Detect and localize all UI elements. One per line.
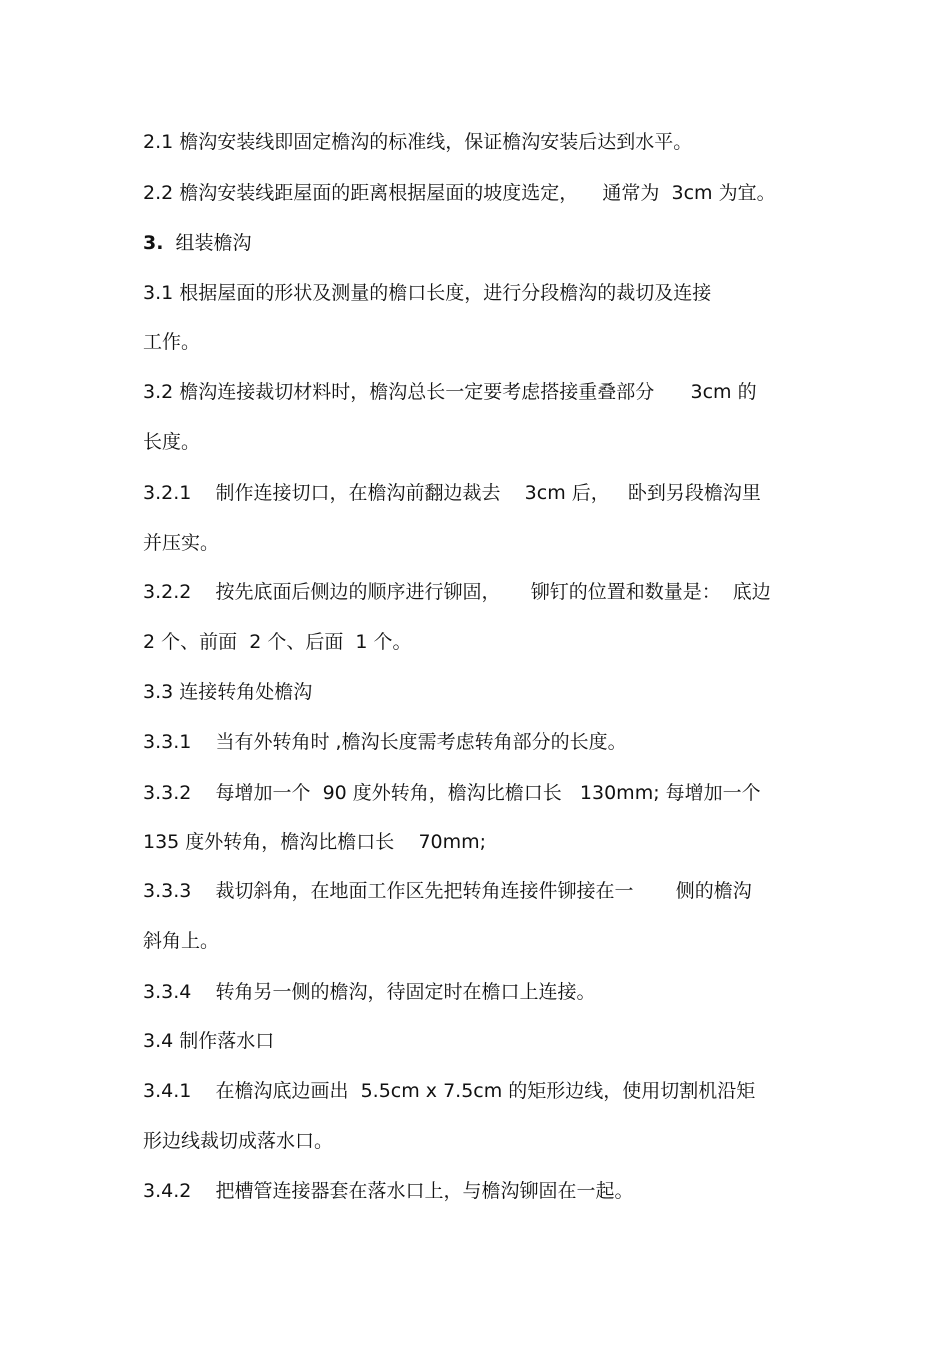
paragraph-3-1: 3.1 根据屋面的形状及测量的檐口长度，进行分段檐沟的裁切及连接 — [143, 282, 712, 304]
paragraph-3-2-cont: 长度。 — [143, 431, 201, 453]
paragraph-3-3-1: 3.3.1 当有外转角时 ,檐沟长度需考虑转角部分的长度。 — [143, 731, 627, 753]
paragraph-3-3-2-cont: 135 度外转角，檐沟比檐口长 70mm; — [143, 831, 487, 853]
paragraph-3-3-3: 3.3.3 裁切斜角，在地面工作区先把转角连接件铆接在一 侧的檐沟 — [143, 880, 752, 902]
section-number: 3. — [143, 232, 164, 254]
paragraph-3-1-cont: 工作。 — [143, 331, 201, 353]
paragraph-3-2: 3.2 檐沟连接裁切材料时，檐沟总长一定要考虑搭接重叠部分 3cm 的 — [143, 381, 757, 403]
paragraph-3-2-1-cont: 并压实。 — [143, 532, 220, 554]
paragraph-3-3-2: 3.3.2 每增加一个 90 度外转角，檐沟比檐口长 130mm; 每增加一个 — [143, 782, 761, 804]
paragraph-3-2-2-cont: 2 个、前面 2 个、后面 1 个。 — [143, 631, 412, 653]
paragraph-3-2-2: 3.2.2 按先底面后侧边的顺序进行铆固， 铆钉的位置和数量是： 底边 — [143, 581, 771, 603]
paragraph-3-3-4: 3.3.4 转角另一侧的檐沟，待固定时在檐口上连接。 — [143, 981, 596, 1003]
section-heading-3 — [143, 231, 252, 255]
paragraph-3-4-1-cont: 形边线裁切成落水口。 — [143, 1130, 334, 1152]
paragraph-3-2-1: 3.2.1 制作连接切口，在檐沟前翻边裁去 3cm 后， 卧到另段檐沟里 — [143, 482, 761, 504]
paragraph-3-4-1: 3.4.1 在檐沟底边画出 5.5cm x 7.5cm 的矩形边线，使用切割机沿矩 — [143, 1080, 756, 1102]
section-title: 组装檐沟 — [175, 232, 252, 254]
paragraph-3-3-3-cont: 斜角上。 — [143, 930, 220, 952]
paragraph-3-3: 3.3 连接转角处檐沟 — [143, 681, 313, 703]
paragraph-3-4-2: 3.4.2 把槽管连接器套在落水口上，与檐沟铆固在一起。 — [143, 1180, 634, 1202]
paragraph-2-1: 2.1 檐沟安装线即固定檐沟的标准线，保证檐沟安装后达到水平。 — [143, 131, 693, 153]
paragraph-2-2: 2.2 檐沟安装线距屋面的距离根据屋面的坡度选定， 通常为 3cm 为宜。 — [143, 182, 776, 204]
paragraph-3-4: 3.4 制作落水口 — [143, 1030, 275, 1052]
